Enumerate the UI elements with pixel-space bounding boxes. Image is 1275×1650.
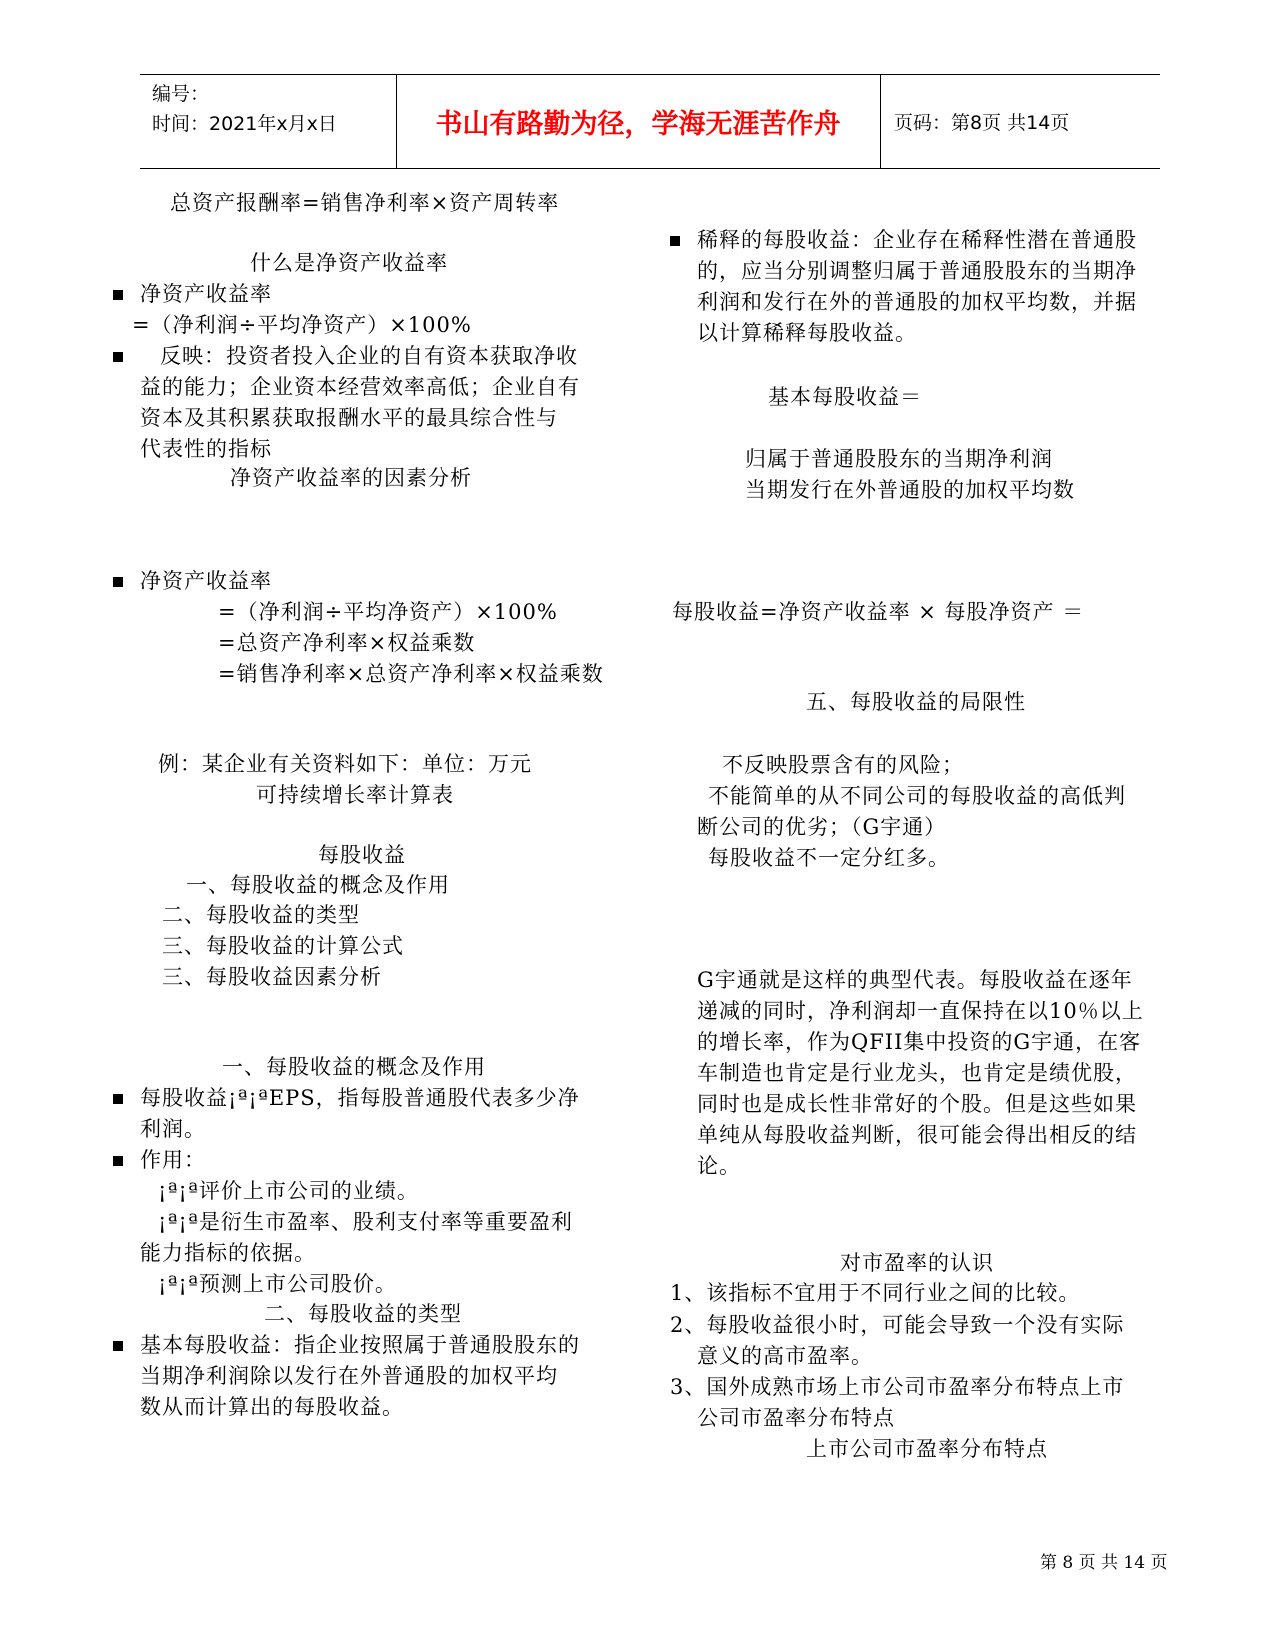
text-line: 公司市盈率分布特点 [697, 1406, 895, 1430]
text-line: 例：某企业有关资料如下：单位：万元 [158, 752, 532, 776]
text-line: 总资产报酬率=销售净利率×资产周转率 [170, 191, 560, 215]
section-heading: 什么是净资产收益率 [250, 251, 448, 275]
text-line: 同时也是成长性非常好的个股。但是这些如果 [697, 1092, 1137, 1116]
formula-line: =（净利润÷平均净资产）×100% [132, 313, 472, 337]
outline-item: 一、每股收益的概念及作用 [186, 873, 450, 897]
header-meta [152, 79, 337, 139]
outline-item: 三、每股收益的计算公式 [162, 934, 404, 958]
text-line: 利润和发行在外的普通股的加权平均数，并据 [697, 290, 1137, 314]
text-line: 每股收益¡ª¡ªEPS，指每股普通股代表多少净 [140, 1086, 580, 1110]
text-line: 资本及其积累获取报酬水平的最具综合性与 [140, 406, 558, 430]
text-line: 可持续增长率计算表 [256, 783, 454, 807]
bullet-icon [113, 352, 123, 362]
bullet-icon [113, 577, 123, 587]
text-line: 基本每股收益：指企业按照属于普通股股东的 [140, 1333, 580, 1357]
text-line: 稀释的每股收益：企业存在稀释性潜在普通股 [697, 228, 1137, 252]
text-line: 上市公司市盈率分布特点 [806, 1437, 1048, 1461]
formula-numerator: 归属于普通股股东的当期净利润 [745, 447, 1053, 471]
motto: 书山有路勤为径，学海无涯苦作舟 [435, 109, 841, 140]
outline-item: 二、每股收益的类型 [162, 903, 360, 927]
formula-line: 基本每股收益＝ [768, 385, 922, 409]
text-line: 的，应当分别调整归属于普通股股东的当期净 [697, 259, 1137, 283]
text-line: 不能简单的从不同公司的每股收益的高低判 [708, 784, 1126, 808]
text-line: ¡ª¡ª评价上市公司的业绩。 [158, 1179, 419, 1203]
section-heading: 每股收益 [318, 843, 406, 867]
text-line: 数从而计算出的每股收益。 [140, 1395, 404, 1419]
list-item: 1、该指标不宜用于不同行业之间的比较。 [670, 1281, 1081, 1305]
bullet-icon [113, 1341, 123, 1351]
text-line: 意义的高市盈率。 [697, 1344, 873, 1368]
text-line: 不反映股票含有的风险； [722, 753, 964, 777]
page-label: 页码：第8页 共14页 [894, 112, 1070, 134]
section-heading: 二、每股收益的类型 [264, 1302, 462, 1326]
bullet-icon [113, 290, 123, 300]
section-heading: 五、每股收益的局限性 [806, 690, 1026, 714]
formula-line: =销售净利率×总资产净利率×权益乘数 [218, 662, 604, 686]
text-line: 递减的同时，净利润却一直保持在以10％以上 [697, 999, 1144, 1023]
formula-line: =（净利润÷平均净资产）×100% [218, 600, 558, 624]
text-line: 反映：投资者投入企业的自有资本获取净收 [160, 344, 578, 368]
text-line: 净资产收益率 [140, 282, 272, 306]
text-line: 当期净利润除以发行在外普通股的加权平均 [140, 1364, 558, 1388]
text-line: 能力指标的依据。 [140, 1241, 316, 1265]
bullet-icon [670, 236, 680, 246]
formula-line: =总资产净利率×权益乘数 [218, 631, 476, 655]
text-line: 代表性的指标 [140, 437, 272, 461]
text-line: ¡ª¡ª是衍生市盈率、股利支付率等重要盈利 [158, 1210, 573, 1234]
header-divider [880, 75, 881, 168]
text-line: ¡ª¡ª预测上市公司股价。 [158, 1272, 397, 1296]
formula-denominator: 当期发行在外普通股的加权平均数 [745, 478, 1075, 502]
number-label: 编号： [152, 83, 210, 105]
list-item: 3、国外成熟市场上市公司市盈率分布特点上市 [670, 1375, 1125, 1399]
text-line: G宇通就是这样的典型代表。每股收益在逐年 [697, 968, 1133, 992]
section-heading: 对市盈率的认识 [840, 1251, 994, 1275]
bullet-icon [113, 1094, 123, 1104]
text-line: 以计算稀释每股收益。 [697, 321, 917, 345]
text-line: 车制造也肯定是行业龙头，也肯定是绩优股， [697, 1061, 1137, 1085]
text-line: 每股收益不一定分红多。 [708, 846, 950, 870]
text-line: 论。 [697, 1154, 741, 1178]
section-heading: 净资产收益率的因素分析 [230, 466, 472, 490]
text-line: 净资产收益率 [140, 569, 272, 593]
text-line: 作用： [140, 1148, 206, 1172]
formula-line: 每股收益=净资产收益率 × 每股净资产 ＝ [672, 600, 1085, 624]
page-header [140, 74, 1160, 169]
time-label: 时间：2021年x月x日 [152, 113, 337, 135]
page-footer: 第 8 页 共 14 页 [1040, 1553, 1168, 1573]
text-line: 的增长率，作为QFII集中投资的G宇通，在客 [697, 1030, 1142, 1054]
list-item: 2、每股收益很小时，可能会导致一个没有实际 [670, 1313, 1125, 1337]
text-line: 利润。 [140, 1117, 206, 1141]
text-line: 单纯从每股收益判断，很可能会得出相反的结 [697, 1123, 1137, 1147]
section-heading: 一、每股收益的概念及作用 [222, 1055, 486, 1079]
text-line: 益的能力；企业资本经营效率高低；企业自有 [140, 375, 580, 399]
outline-item: 三、每股收益因素分析 [162, 965, 382, 989]
bullet-icon [113, 1156, 123, 1166]
text-line: 断公司的优劣；（G宇通） [697, 815, 947, 839]
